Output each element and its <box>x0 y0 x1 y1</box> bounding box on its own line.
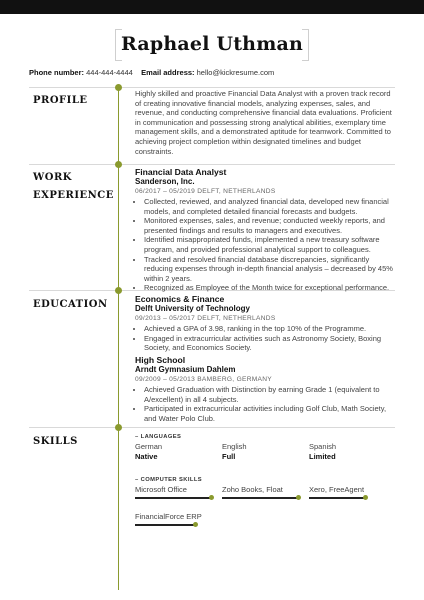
list-item: • Recognized as Employee of the Month twice for exceptional performance. <box>144 283 397 293</box>
education-meta: 09/2013 – 05/2017 DELFT, NETHERLANDS <box>135 315 276 322</box>
education-bullets <box>135 385 397 423</box>
name-header <box>115 29 309 59</box>
language-level: Full <box>222 451 236 461</box>
divider <box>29 87 395 88</box>
timeline-dot <box>115 161 122 168</box>
list-item: • Tracked and resolved financial database discrepancies, significantly reducing expenses through in-depth financial analysis – decreased by 45% within 2 years. <box>144 255 397 284</box>
divider <box>29 427 395 428</box>
skill-level-marker <box>363 495 368 500</box>
candidate-name: Raphael Uthman <box>120 33 304 55</box>
phone-value: 444-444-4444 <box>86 68 133 77</box>
education-meta: 09/2009 – 05/2013 BAMBERG, GERMANY <box>135 376 273 383</box>
skill-level-bar <box>135 524 195 526</box>
list-item: • Collected, reviewed, and analyzed financial data, developed new financial models, and completed detailed financial forecasts and budgets. <box>144 197 397 216</box>
education-bullets <box>135 324 397 353</box>
language-item <box>135 442 162 461</box>
work-heading-line2: EXPERIENCE <box>33 190 114 201</box>
computer-skill-name: Xero, FreeAgent <box>309 485 365 494</box>
profile-heading: PROFILE <box>33 95 88 106</box>
list-item: • Achieved Graduation with Distinction by earning Grade 1 (equivalent to A/excellent) in all 4 subjects. <box>144 385 397 404</box>
school-name: Delft University of Technology <box>135 304 250 313</box>
email-value: hello@kickresume.com <box>196 68 275 77</box>
education-heading: EDUCATION <box>33 299 108 310</box>
timeline-dot <box>115 84 122 91</box>
education-entry <box>135 294 397 353</box>
list-item: • Participated in extracurricular activities including Golf Club, Math Society, and Water Polo Club. <box>144 404 397 423</box>
language-item <box>222 442 247 461</box>
job-meta: 06/2017 – 05/2019 DELFT, NETHERLANDS <box>135 188 276 195</box>
language-item <box>309 442 336 461</box>
language-name: Spanish <box>309 442 337 451</box>
phone-label: Phone number: <box>29 68 85 77</box>
top-bar <box>0 0 424 14</box>
work-heading-line1: WORK <box>33 172 72 183</box>
skill-level-bar <box>309 497 365 499</box>
company-name: Sanderson, Inc. <box>135 177 195 186</box>
skill-level-bar <box>135 497 211 499</box>
list-item: • Engaged in extracurricular activities such as Astronomy Society, Boxing Society, and Economics Society. <box>144 334 397 353</box>
language-level: Native <box>135 451 158 461</box>
work-heading <box>33 169 114 205</box>
timeline-dot <box>115 424 122 431</box>
skills-heading: SKILLS <box>33 436 78 447</box>
skill-level-marker <box>193 522 198 527</box>
job-bullets <box>135 197 397 293</box>
job-title: Financial Data Analyst <box>135 167 227 177</box>
contact-line <box>29 68 274 77</box>
list-item: • Identified misappropriated funds, implemented a new treasury software program, and provided professional analytical support to colleagues. <box>144 235 397 254</box>
list-item: • Achieved a GPA of 3.98, ranking in the top 10% of the Programme. <box>144 324 397 334</box>
degree-title: High School <box>135 355 186 365</box>
education-entry <box>135 355 397 423</box>
skill-level-marker <box>209 495 214 500</box>
computer-skill-name: Microsoft Office <box>135 485 187 494</box>
skill-level-marker <box>296 495 301 500</box>
school-name: Arndt Gymnasium Dahlem <box>135 365 236 374</box>
list-item: • Monitored expenses, sales, and revenue; conducted weekly reports, and presented findings and results to managers and executives. <box>144 216 397 235</box>
degree-title: Economics & Finance <box>135 294 225 304</box>
language-name: German <box>135 442 163 451</box>
language-level: Limited <box>309 451 336 461</box>
divider <box>29 164 395 165</box>
computer-skill-name: FinancialForce ERP <box>135 512 202 521</box>
work-entry <box>135 167 397 293</box>
skill-level-bar <box>222 497 298 499</box>
computer-skills-heading: – COMPUTER SKILLS <box>135 477 203 483</box>
email-label: Email address: <box>141 68 195 77</box>
languages-heading: – LANGUAGES <box>135 434 182 440</box>
computer-skill-name: Zoho Books, Float <box>222 485 283 494</box>
profile-text: Highly skilled and proactive Financial Data Analyst with a proven track record of creating innovative financial models, analyzing expenses, sales, and revenue, and conducting comprehensive financial data evaluations. Proficient in communication and possessing strong analytical abilities, exemplary time management skills, and a demonstrated aptitude for teamwork. Committed to achieving project completion within designated timelines and budget constraints. <box>135 89 392 156</box>
language-name: English <box>222 442 247 451</box>
timeline-dot <box>115 287 122 294</box>
